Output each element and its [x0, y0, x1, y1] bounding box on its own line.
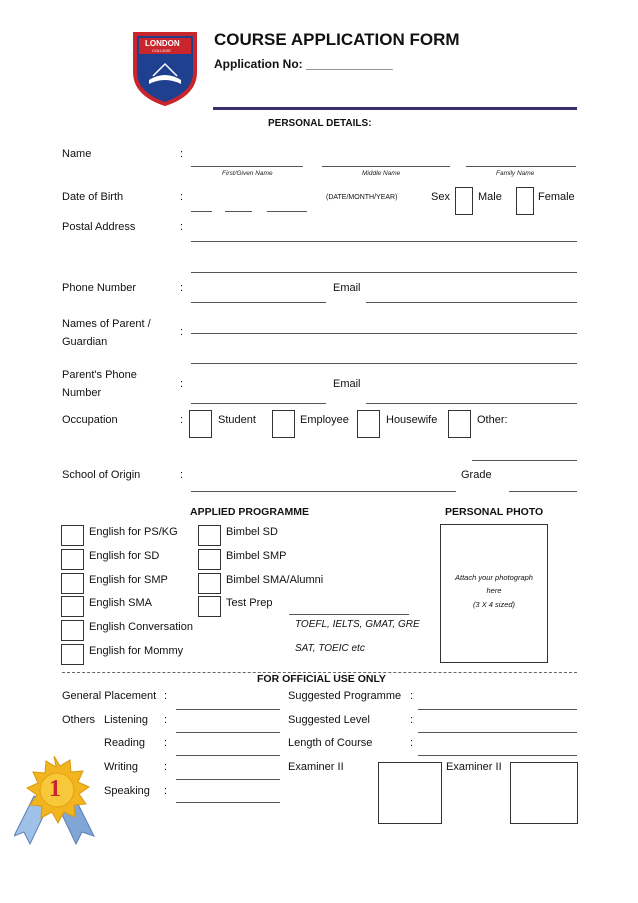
- programme-checkbox[interactable]: [61, 525, 84, 546]
- employee-label: Employee: [300, 414, 349, 426]
- parent-email-field[interactable]: [366, 403, 577, 404]
- listening-label: Listening: [104, 714, 149, 726]
- grade-label: Grade: [461, 469, 492, 481]
- school-label: School of Origin: [62, 469, 141, 481]
- dob-day-field[interactable]: [191, 211, 212, 212]
- programme-option-label: English Conversation: [89, 621, 193, 633]
- dob-label: Date of Birth: [62, 191, 124, 203]
- colon: :: [164, 761, 168, 773]
- general-placement-label: General Placement: [62, 690, 157, 702]
- others-label: Others: [62, 714, 96, 726]
- student-label: Student: [218, 414, 256, 426]
- programme-checkbox[interactable]: [198, 549, 221, 570]
- general-placement-field[interactable]: [176, 709, 280, 710]
- parent-name-field-1[interactable]: [191, 333, 577, 334]
- dob-month-field[interactable]: [225, 211, 252, 212]
- grade-field[interactable]: [509, 491, 577, 492]
- school-field[interactable]: [191, 491, 456, 492]
- programme-option-label: Bimbel SMP: [226, 550, 287, 562]
- programme-option-label: English for Mommy: [89, 645, 184, 657]
- sex-label: Sex: [431, 191, 450, 203]
- dob-hint: (DATE/MONTH/YEAR): [326, 194, 398, 201]
- suggested-level-label: Suggested Level: [288, 714, 370, 726]
- colon: :: [180, 326, 184, 338]
- colon: :: [180, 191, 184, 203]
- phone-label: Phone Number: [62, 282, 136, 294]
- middle-name-field[interactable]: [322, 166, 450, 167]
- email-field[interactable]: [366, 302, 577, 303]
- listening-field[interactable]: [176, 732, 280, 733]
- postal-address-field-2[interactable]: [191, 272, 577, 273]
- logo-subtext: COLLEGE: [152, 48, 171, 53]
- programme-option-label: Bimbel SMA/Alumni: [226, 574, 324, 586]
- programme-option-label: English for SD: [89, 550, 160, 562]
- colon: :: [180, 148, 184, 160]
- applied-programme-title: APPLIED PROGRAMME: [190, 506, 310, 518]
- parent-name-label-2: Guardian: [62, 336, 108, 348]
- parent-email-label: Email: [333, 378, 361, 390]
- other-occupation-field[interactable]: [472, 460, 577, 461]
- personal-details-title: PERSONAL DETAILS:: [268, 118, 372, 129]
- dob-year-field[interactable]: [267, 211, 307, 212]
- colon: :: [410, 737, 414, 749]
- postal-address-label: Postal Address: [62, 221, 136, 233]
- male-label: Male: [478, 191, 502, 203]
- writing-field[interactable]: [176, 779, 280, 780]
- length-of-course-field[interactable]: [418, 755, 577, 756]
- photo-hint-1: Attach your photograph: [455, 573, 533, 582]
- test-list-2: SAT, TOEIC etc: [295, 643, 365, 654]
- other-label: Other:: [477, 414, 508, 426]
- test-list-1: TOEFL, IELTS, GMAT, GRE: [295, 619, 420, 630]
- programme-option-label: English SMA: [89, 597, 152, 609]
- programme-option-label: Bimbel SD: [226, 526, 278, 538]
- colon: :: [164, 737, 168, 749]
- colon: :: [180, 414, 184, 426]
- examiner-1-label: Examiner II: [288, 761, 344, 773]
- application-number: Application No: _____________: [214, 57, 393, 71]
- suggested-level-field[interactable]: [418, 732, 577, 733]
- header-divider: [213, 107, 577, 110]
- photo-hint-3: (3 X 4 sized): [472, 600, 516, 609]
- occupation-label: Occupation: [62, 414, 118, 426]
- name-label: Name: [62, 148, 92, 160]
- female-label: Female: [538, 191, 575, 203]
- housewife-checkbox[interactable]: [357, 410, 380, 438]
- colon: :: [410, 690, 414, 702]
- programme-checkbox[interactable]: [198, 596, 221, 617]
- programme-checkbox[interactable]: [198, 525, 221, 546]
- employee-checkbox[interactable]: [272, 410, 295, 438]
- programme-option-label: English for SMP: [89, 574, 168, 586]
- colon: :: [164, 690, 168, 702]
- programme-checkbox[interactable]: [61, 573, 84, 594]
- family-name-field[interactable]: [466, 166, 576, 167]
- speaking-field[interactable]: [176, 802, 280, 803]
- programme-option-label: Test Prep: [226, 597, 273, 609]
- examiner-2-label: Examiner II: [446, 761, 502, 773]
- reading-field[interactable]: [176, 755, 280, 756]
- colon: :: [180, 221, 184, 233]
- examiner-1-signature-box[interactable]: [378, 762, 442, 824]
- programme-checkbox[interactable]: [61, 549, 84, 570]
- parent-phone-label-1: Parent's Phone: [62, 369, 137, 381]
- logo-text: LONDON: [145, 39, 180, 48]
- suggested-programme-label: Suggested Programme: [288, 690, 402, 702]
- male-checkbox[interactable]: [455, 187, 473, 215]
- other-checkbox[interactable]: [448, 410, 471, 438]
- badge-number: 1: [49, 776, 61, 802]
- phone-field[interactable]: [191, 302, 326, 303]
- programme-option-label: English for PS/KG: [89, 526, 178, 538]
- colon: :: [180, 378, 184, 390]
- student-checkbox[interactable]: [189, 410, 212, 438]
- postal-address-field-1[interactable]: [191, 241, 577, 242]
- parent-name-label-1: Names of Parent /: [62, 318, 151, 330]
- test-prep-line[interactable]: [289, 614, 409, 615]
- email-label: Email: [333, 282, 361, 294]
- parent-phone-field[interactable]: [191, 403, 326, 404]
- programme-checkbox[interactable]: [198, 573, 221, 594]
- personal-photo-title: PERSONAL PHOTO: [445, 506, 544, 518]
- speaking-label: Speaking: [104, 785, 150, 797]
- colon: :: [164, 785, 168, 797]
- colon: :: [410, 714, 414, 726]
- colon: :: [164, 714, 168, 726]
- writing-label: Writing: [104, 761, 139, 773]
- suggested-programme-field[interactable]: [418, 709, 577, 710]
- middle-name-hint: Middle Name: [362, 170, 401, 177]
- parent-phone-label-2: Number: [62, 387, 102, 399]
- colon: :: [180, 469, 184, 481]
- family-name-hint: Family Name: [496, 170, 535, 177]
- examiner-2-signature-box[interactable]: [510, 762, 578, 824]
- length-of-course-label: Length of Course: [288, 737, 373, 749]
- programme-checkbox[interactable]: [61, 620, 84, 641]
- programme-checkbox[interactable]: [61, 596, 84, 617]
- parent-name-field-2[interactable]: [191, 363, 577, 364]
- female-checkbox[interactable]: [516, 187, 534, 215]
- first-name-field[interactable]: [191, 166, 303, 167]
- reading-label: Reading: [104, 737, 145, 749]
- photo-hint-2: here: [486, 586, 502, 595]
- programme-checkbox[interactable]: [61, 644, 84, 665]
- colon: :: [180, 282, 184, 294]
- official-title: FOR OFFICIAL USE ONLY: [257, 673, 386, 685]
- housewife-label: Housewife: [386, 414, 438, 426]
- first-name-hint: First/Given Name: [222, 170, 273, 177]
- form-title: COURSE APPLICATION FORM: [214, 30, 460, 49]
